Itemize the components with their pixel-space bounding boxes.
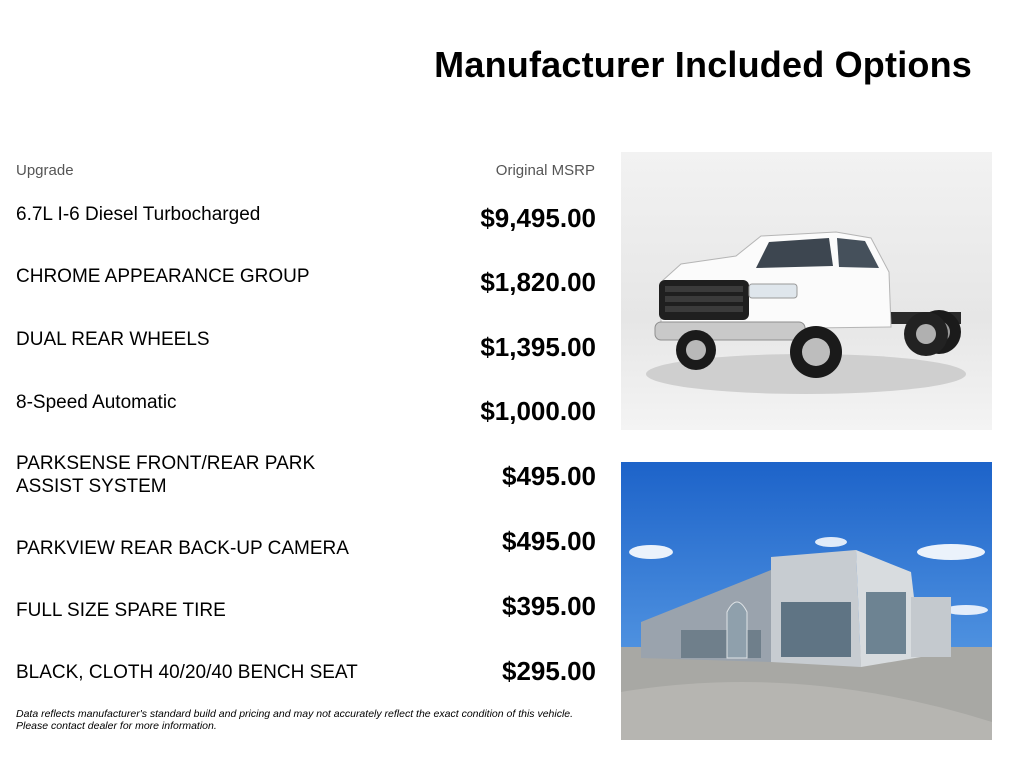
option-row xyxy=(16,526,596,597)
upgrade-column-header: Upgrade xyxy=(16,162,74,179)
option-price: $395.00 xyxy=(502,591,596,621)
option-row xyxy=(16,327,596,387)
option-row xyxy=(16,203,596,263)
option-price: $495.00 xyxy=(502,461,596,491)
option-price: $1,000.00 xyxy=(480,396,596,426)
option-price: $9,495.00 xyxy=(480,203,596,233)
option-name: PARKSENSE FRONT/REAR PARK ASSIST SYSTEM xyxy=(16,453,316,497)
option-name: 8-Speed Automatic xyxy=(16,392,177,413)
option-name: DUAL REAR WHEELS xyxy=(16,329,210,350)
option-price: $495.00 xyxy=(502,526,596,556)
option-price: $1,395.00 xyxy=(480,332,596,362)
dealership-photo xyxy=(621,462,992,740)
option-row xyxy=(16,591,596,659)
page-title: Manufacturer Included Options xyxy=(434,44,972,85)
option-price: $295.00 xyxy=(502,656,596,686)
truck-photo xyxy=(621,152,992,430)
option-row xyxy=(16,265,596,325)
option-row xyxy=(16,452,596,512)
option-name: PARKVIEW REAR BACK-UP CAMERA xyxy=(16,538,349,559)
option-name: 6.7L I-6 Diesel Turbocharged xyxy=(16,204,261,225)
disclaimer-text: Data reflects manufacturer's standard build and pricing and may not accurately reflect the exact condition of this vehicle. Please contact dealer for more information. xyxy=(16,708,574,732)
option-price: $1,820.00 xyxy=(480,267,596,297)
option-name: BLACK, CLOTH 40/20/40 BENCH SEAT xyxy=(16,662,358,683)
msrp-column-header: Original MSRP xyxy=(495,162,595,179)
option-row xyxy=(16,390,596,450)
option-name: CHROME APPEARANCE GROUP xyxy=(16,266,310,287)
option-name: FULL SIZE SPARE TIRE xyxy=(16,600,226,621)
